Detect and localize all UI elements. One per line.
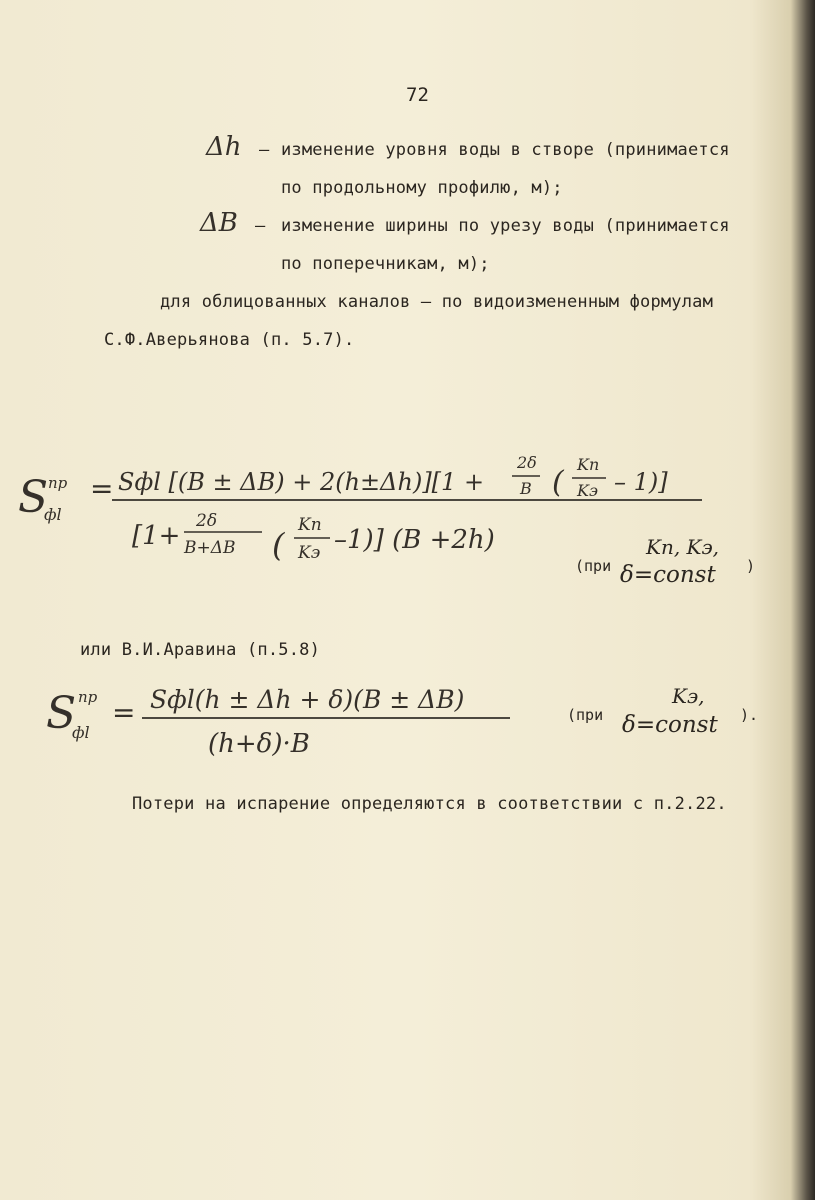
formula-1-lhs-sup: пр [48,474,68,492]
definition-2-line-2: по поперечникам, м); [281,254,490,274]
formula-1-den-tail: –1)] (B +2h) [334,525,495,555]
formula-1-condition-prefix: (при [575,557,612,575]
formula-1-num-frac-bottom: B [520,479,532,498]
formula-1-num-frac-top: 2δ [517,453,537,472]
formula-1-num-ratio-bottom: Kэ [577,481,598,500]
formula-2-condition-top: Kэ, [672,684,705,708]
paragraph-line-2: С.Ф.Аверьянова (п. 5.7). [104,330,355,350]
formula-2-lhs-sup: пр [78,688,98,706]
formula-2-condition-prefix: (при [567,706,604,724]
formula-2-condition-bottom: δ=const [622,712,718,738]
definition-2-dash: – [255,216,266,236]
formula-1-num-tail: – 1)] [614,468,668,496]
formula-2-lhs-sub: фl [72,723,90,742]
definition-1-dash: – [259,140,270,160]
formula-2-intro: или В.И.Аравина (п.5.8) [80,640,321,660]
formula-2-lhs-base: S [46,688,77,739]
formula-1-num-ratio-top: Kп [577,455,600,474]
formula-1-den-ratio-top: Kп [298,515,322,535]
symbol-delta-h: Δh [206,132,242,162]
formula-1-den-frac-bottom: B+ΔB [184,538,236,558]
formula-1-condition-top: Kп, Kэ, [646,535,720,559]
definition-2-line-1: изменение ширины по урезу воды (принимается [281,216,730,236]
formula-2-equals: = [112,696,136,729]
formula-1-numerator: Sфl [(B ± ΔB) + 2(h±Δh)][1 + [118,468,485,496]
closing-sentence: Потери на испарение определяются в соответствии с п.2.22. [132,794,727,814]
formula-1-den-frac-top: 2δ [196,511,218,531]
formula-1-condition-close: ) [746,557,756,575]
paragraph-line-1: для облицованных каналов – по видоизмененным формулам [160,292,714,312]
symbol-delta-b: ΔB [200,208,238,238]
formula-1-num-paren: ( [552,465,564,500]
formula-2-condition-close: ). [740,706,759,724]
definition-1-line-1: изменение уровня воды в створе (принимается [281,140,730,160]
page-number: 72 [406,84,429,106]
formula-1-condition-bottom: δ=const [620,562,716,588]
formula-1-den-paren: ( [272,526,285,564]
formula-1-lhs-base: S [18,472,49,523]
formula-2-denominator: (h+δ)·B [208,729,310,759]
formula-1-den-lead: [1+ [132,521,181,551]
definition-1-line-2: по продольному профилю, м); [281,178,563,198]
formula-2-numerator: Sфl(h ± Δh + δ)(B ± ΔB) [150,685,465,714]
formula-1-den-ratio-bottom: Kэ [298,543,321,563]
formula-1-lhs-sub: фl [44,505,62,524]
formula-1-equals: = [90,472,114,505]
